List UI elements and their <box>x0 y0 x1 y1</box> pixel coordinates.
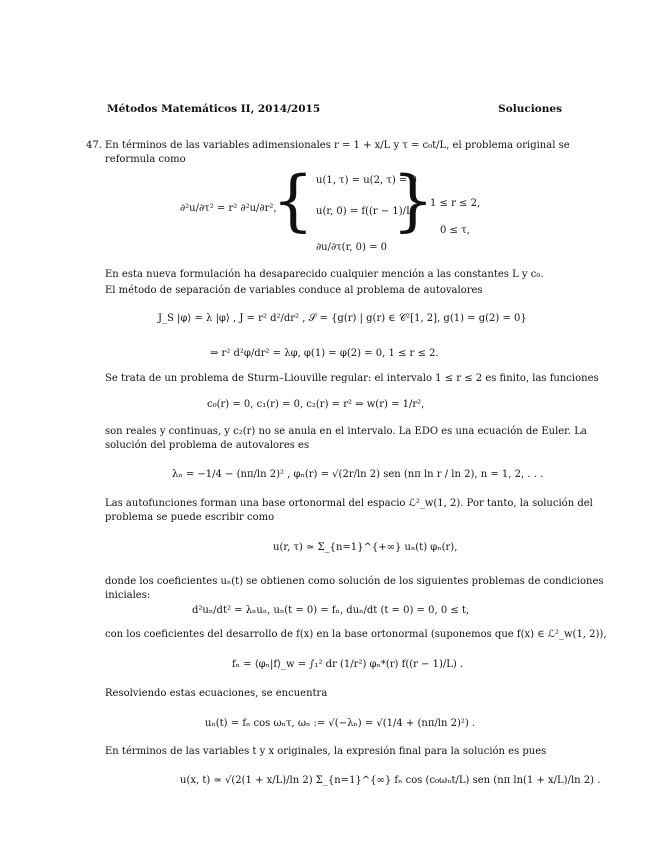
problem-number: 47. <box>86 140 102 151</box>
paragraph-reformulation: En esta nueva formulación ha desaparecido cualquier mención a las constantes L y c₀. <box>105 269 544 280</box>
equation-eigenproblem: J_S |φ⟩ = λ |φ⟩ , J = r² d²/dr² , 𝒮 = {g(r) | g(r) ∈ 𝒞²[1, 2], g(1) = g(2) = 0} <box>158 313 527 324</box>
equation-initial-condition-du: ∂u/∂τ(r, 0) = 0 <box>316 242 387 253</box>
equation-un-solution: uₙ(t) = fₙ cos ωₙτ, ωₙ := √(−λₙ) = √(1/4 + (nπ/ln 2)²) . <box>205 718 476 729</box>
equation-initial-value-problem: d²uₙ/dt² = λₙuₙ, uₙ(t = 0) = fₙ, duₙ/dt (t = 0) = 0, 0 ≤ t, <box>192 605 470 616</box>
paragraph-euler-line2: solución del problema de autovalores es <box>105 440 310 451</box>
domain-tau: 0 ≤ τ, <box>440 225 470 236</box>
paragraph-coefficients-line2: iniciales: <box>105 590 151 601</box>
paragraph-basis-line1: Las autofunciones forman una base ortonormal del espacio ℒ²_w(1, 2). Por tanto, la solución del <box>105 498 593 509</box>
right-brace: } <box>392 162 434 239</box>
paragraph-development: con los coeficientes del desarrollo de f(x) en la base ortonormal (suponemos que f(x) ∈ ℒ²_w(1, 2)), <box>105 629 607 640</box>
header-section-title: Soluciones <box>498 103 562 115</box>
equation-eigen-solution: λₙ = −1/4 − (nπ/ln 2)² , φₙ(r) = √(2r/ln 2) sen (nπ ln r / ln 2), n = 1, 2, . . . <box>172 469 544 480</box>
equation-coefficients: c₀(r) = 0, c₁(r) = 0, c₂(r) = r² ⇒ w(r) = 1/r², <box>207 399 425 410</box>
paragraph-final: En términos de las variables t y x originales, la expresión final para la solución es pues <box>105 746 547 757</box>
paragraph-coefficients-line1: donde los coeficientes uₙ(t) se obtienen como solución de los siguientes problemas de condiciones <box>105 576 604 587</box>
paragraph-euler-line1: son reales y continuas, y c₂(r) no se anula en el intervalo. La EDO es una ecuación de Euler. La <box>105 426 587 437</box>
paragraph-sturm-liouville: Se trata de un problema de Sturm–Liouville regular: el intervalo 1 ≤ r ≤ 2 es finito, las funciones <box>105 373 599 384</box>
paragraph-separation: El método de separación de variables conduce al problema de autovalores <box>105 285 483 296</box>
left-brace: { <box>272 162 314 239</box>
equation-expansion: u(r, τ) ≃ Σ_{n=1}^{+∞} uₙ(t) φₙ(r), <box>273 542 458 553</box>
paragraph-basis-line2: problema se puede escribir como <box>105 512 275 523</box>
domain-r: 1 ≤ r ≤ 2, <box>430 198 481 209</box>
header-course-title: Métodos Matemáticos II, 2014/2015 <box>107 103 321 115</box>
equation-initial-condition-u: u(r, 0) = f((r − 1)/L) <box>316 206 417 217</box>
paragraph-solving: Resolviendo estas ecuaciones, se encuentra <box>105 688 328 699</box>
paragraph-intro-line2: reformula como <box>105 154 186 165</box>
equation-eigen-ode: ⇒ r² d²φ/dr² = λφ, φ(1) = φ(2) = 0, 1 ≤ r ≤ 2. <box>210 348 439 359</box>
equation-final-solution: u(x, t) ≃ √(2(1 + x/L)/ln 2) Σ_{n=1}^{∞} fₙ cos (c₀ωₙt/L) sen (nπ ln(1 + x/L)/ln 2) . <box>180 775 601 786</box>
equation-pde: ∂²u/∂τ² = r² ∂²u/∂r², <box>180 203 277 214</box>
equation-boundary-condition: u(1, τ) = u(2, τ) = 0 <box>316 175 417 186</box>
equation-fn-coefficient: fₙ = ⟨φₙ|f⟩_w = ∫₁² dr (1/r²) φₙ*(r) f((r − 1)/L) . <box>232 659 464 670</box>
paragraph-intro-line1: En términos de las variables adimensionales r = 1 + x/L y τ = c₀t/L, el problema original se <box>105 140 570 151</box>
